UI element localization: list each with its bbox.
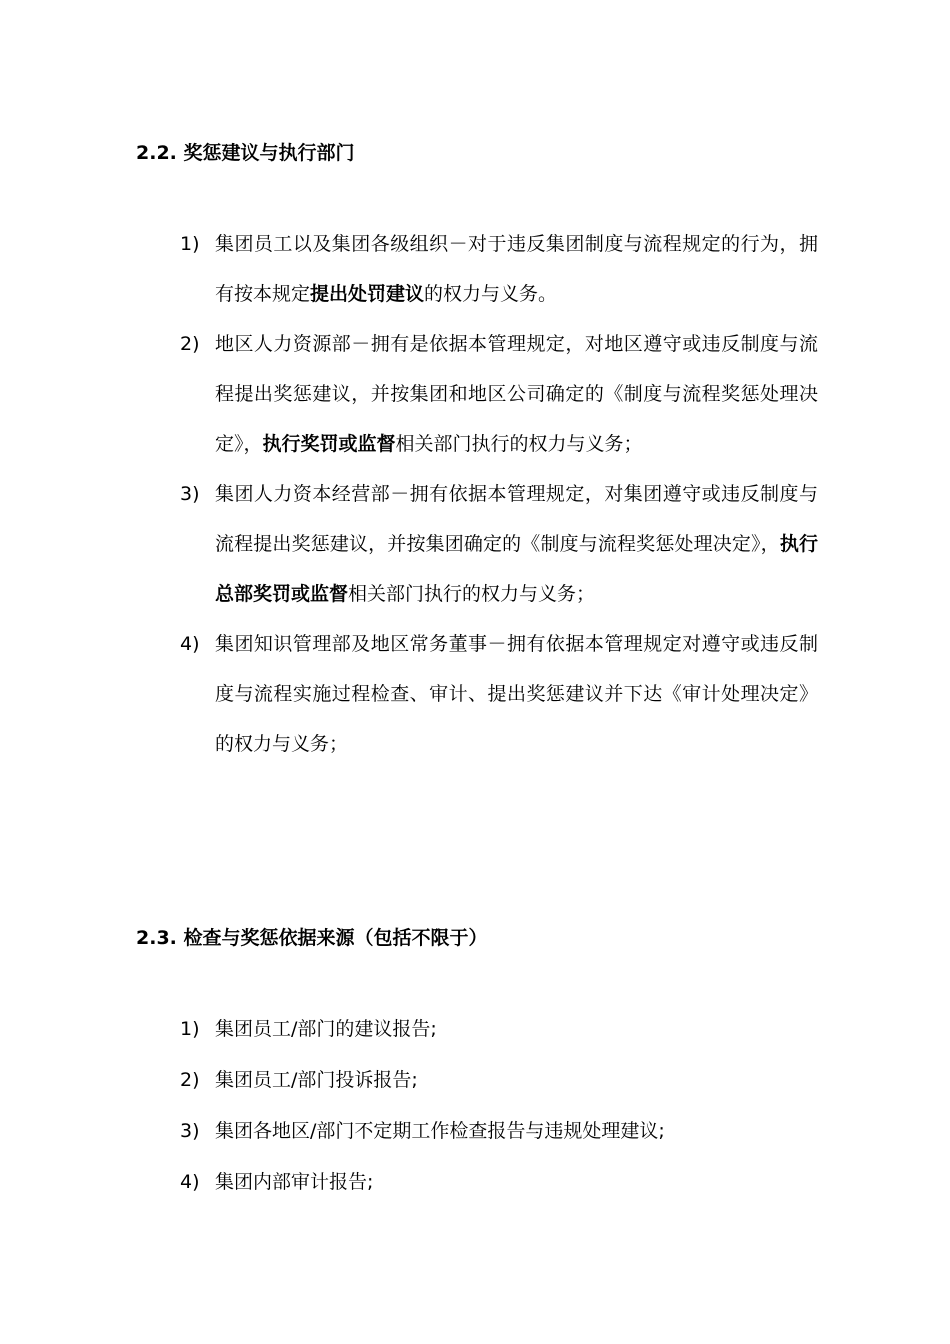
list-item-text: 的权力与义务。: [424, 283, 558, 305]
list-item-bold-text: 提出处罚建议: [310, 283, 425, 305]
list-item-text: 相关部门执行的权力与义务；: [348, 583, 596, 605]
list-item-number: 1): [180, 1018, 200, 1040]
list-item-bold-text: 执行总部奖罚或监督: [215, 533, 818, 605]
list-item: [178, 1157, 818, 1208]
section-heading-2-2: 2.2. 奖惩建议与执行部门: [136, 142, 355, 164]
list-item-text: 集团各地区/部门不定期工作检查报告与违规处理建议;: [215, 1120, 665, 1142]
list-item-number: 1): [180, 233, 200, 255]
list-item-number: 4): [180, 633, 200, 655]
list-item-text: 地区人力资源部－拥有是依据本管理规定，对地区遵守或违反制度与流程提出奖惩建议，并按集团和地区公司确定的《制度与流程奖惩处理决定》，: [215, 333, 818, 455]
source-list: [178, 1004, 818, 1208]
list-item-number: 2): [180, 333, 200, 355]
responsibility-list: [178, 219, 818, 769]
list-item-text: 集团内部审计报告;: [215, 1171, 374, 1193]
list-item-number: 3): [180, 483, 200, 505]
list-item-bold-text: 执行奖罚或监督: [262, 433, 396, 455]
list-item: [178, 1004, 818, 1055]
list-item: [178, 469, 818, 619]
list-item-text: 相关部门执行的权力与义务；: [395, 433, 643, 455]
list-item-number: 3): [180, 1120, 200, 1142]
list-item-number: 2): [180, 1069, 200, 1091]
list-item-text: 集团人力资本经营部－拥有依据本管理规定，对集团遵守或违反制度与流程提出奖惩建议，并按集团确定的《制度与流程奖惩处理决定》，: [215, 483, 818, 555]
list-item-text: 集团知识管理部及地区常务董事－拥有依据本管理规定对遵守或违反制度与流程实施过程检查、审计、提出奖惩建议并下达《审计处理决定》的权力与义务；: [215, 633, 818, 755]
list-item: [178, 619, 818, 769]
list-item-number: 4): [180, 1171, 200, 1193]
list-item: [178, 319, 818, 469]
list-item-text: 集团员工/部门的建议报告;: [215, 1018, 437, 1040]
list-item-text: 集团员工以及集团各级组织－对于违反集团制度与流程规定的行为，拥有按本规定: [215, 233, 818, 305]
list-item: [178, 1055, 818, 1106]
list-item: [178, 219, 818, 319]
section-heading-2-3: 2.3. 检查与奖惩依据来源（包括不限于）: [136, 927, 488, 949]
list-item: [178, 1106, 818, 1157]
list-item-text: 集团员工/部门投诉报告;: [215, 1069, 418, 1091]
